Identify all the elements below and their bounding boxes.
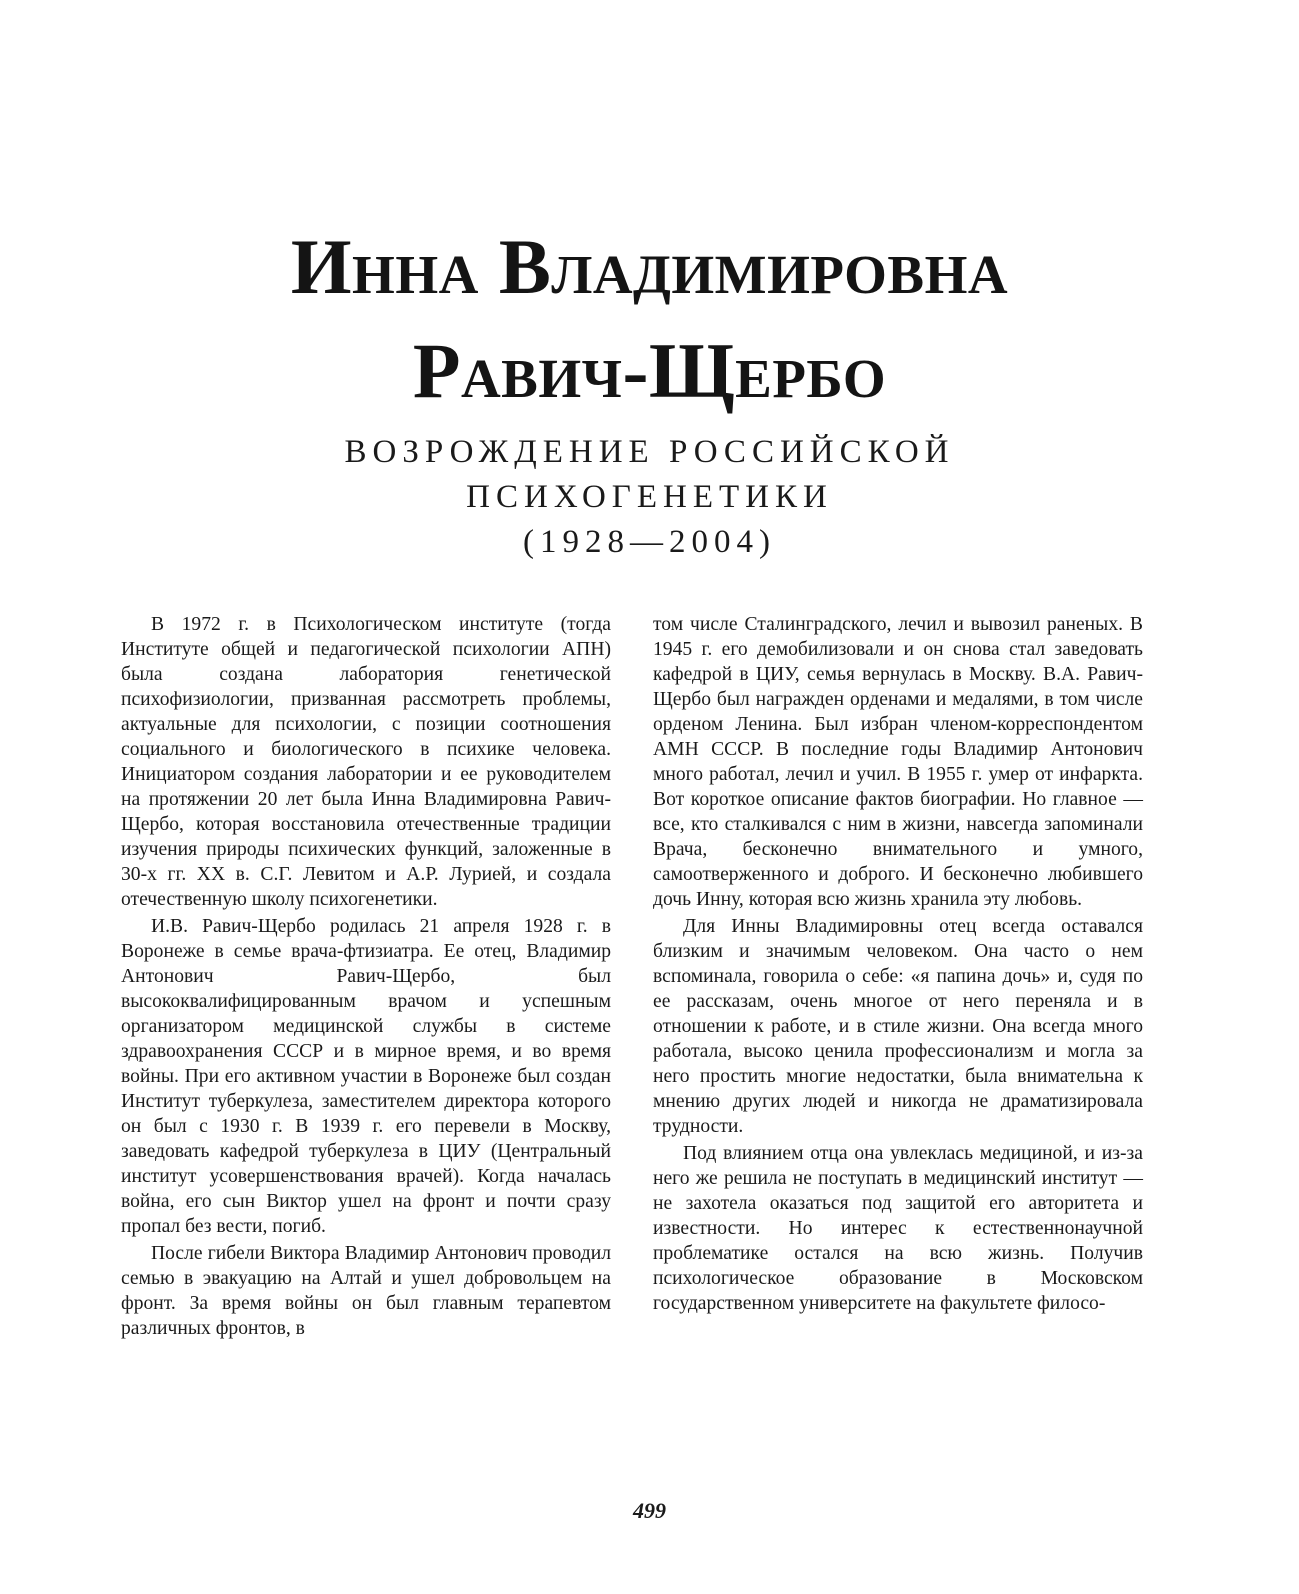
subtitle-line-2: ПСИХОГЕНЕТИКИ [466,479,833,515]
title-second-line: Равич-Щербо [412,327,887,414]
chapter-title [0,215,1299,423]
paragraph-continuation: том числе Сталинградского, лечил и вывозил раненых. В 1945 г. его демобилизовали и он снова стал заведовать кафедрой в ЦИУ, семья вернулась в Москву. В.А. Равич-Щербо был награжден орденами и медалями, в том числе орденом Ленина. Был избран членом-корреспондентом АМН СССР. В последние годы Владимир Антонович много работал, лечил и учил. В 1955 г. умер от инфаркта. Вот короткое описание фактов биографии. Но главное — все, кто сталкивался с ним в жизни, навсегда запоминали Врача, бесконечно внимательного и умного, самоотверженного и доброго. И бесконечно любившего дочь Инну, которая всю жизнь хранила эту любовь. [653,614,1143,910]
subtitle-years: (1928—2004) [523,524,776,560]
page-number: 499 [633,1498,666,1523]
title-first-line: Инна Владимировна [290,223,1009,310]
right-text-column [653,612,1143,1318]
paragraph: После гибели Виктора Владимир Антонович проводил семью в эвакуацию на Алтай и ушел добровольцем на фронт. За время войны он был главным терапевтом различных фронтов, в [121,1243,611,1339]
paragraph: Под влиянием отца она увлеклась медициной, и из-за него же решила не поступать в медицинский институт — не захотела оказаться под защитой его авторитета и известности. Но интерес к естественнонаучной проблематике остался на всю жизнь. Получив психологическое образование в Московском государственном университете на факультете филосо- [653,1143,1143,1314]
paragraph: В 1972 г. в Психологическом институте (тогда Институте общей и педагогической психологии АПН) была создана лаборатория генетической психофизиологии, призванная рассмотреть проблемы, актуальные для психологии, с позиции соотношения социального и биологического в психике человека. Инициатором создания лаборатории и ее руководителем на протяжении 20 лет была Инна Владимировна Равич-Щербо, которая восстановила отечественные традиции изучения природы психических функций, заложенные в 30-х гг. XX в. С.Г. Левитом и А.Р. Лурией, и создала отечественную школу психогенетики. [121,614,611,910]
left-text-column [121,612,611,1343]
paragraph: И.В. Равич-Щербо родилась 21 апреля 1928 г. в Воронеже в семье врача-фтизиатра. Ее отец, Владимир Антонович Равич-Щербо, был высококвалифицированным врачом и успешным организатором медицинской службы в системе здравоохранения СССР и в мирное время, и во время войны. При его активном участии в Воронеже был создан Институт туберкулеза, заместителем директора которого он был с 1930 г. В 1939 г. его перевели в Москву, заведовать кафедрой туберкулеза в ЦИУ (Центральный институт усовершенствования врачей). Когда началась война, его сын Виктор ушел на фронт и почти сразу пропал без вести, погиб. [121,916,611,1237]
paragraph: Для Инны Владимировны отец всегда оставался близким и значимым человеком. Она часто о нем вспоминала, говорила о себе: «я папина дочь» и, судя по ее рассказам, очень многое от него переняла и в отношении к работе, и в стиле жизни. Она всегда много работала, высоко ценила профессионализм и могла за него простить многие недостатки, была внимательна к мнению других людей и никогда не драматизировала трудности. [653,916,1143,1137]
chapter-subtitle [0,430,1299,565]
subtitle-line-1: ВОЗРОЖДЕНИЕ РОССИЙСКОЙ [344,434,955,470]
